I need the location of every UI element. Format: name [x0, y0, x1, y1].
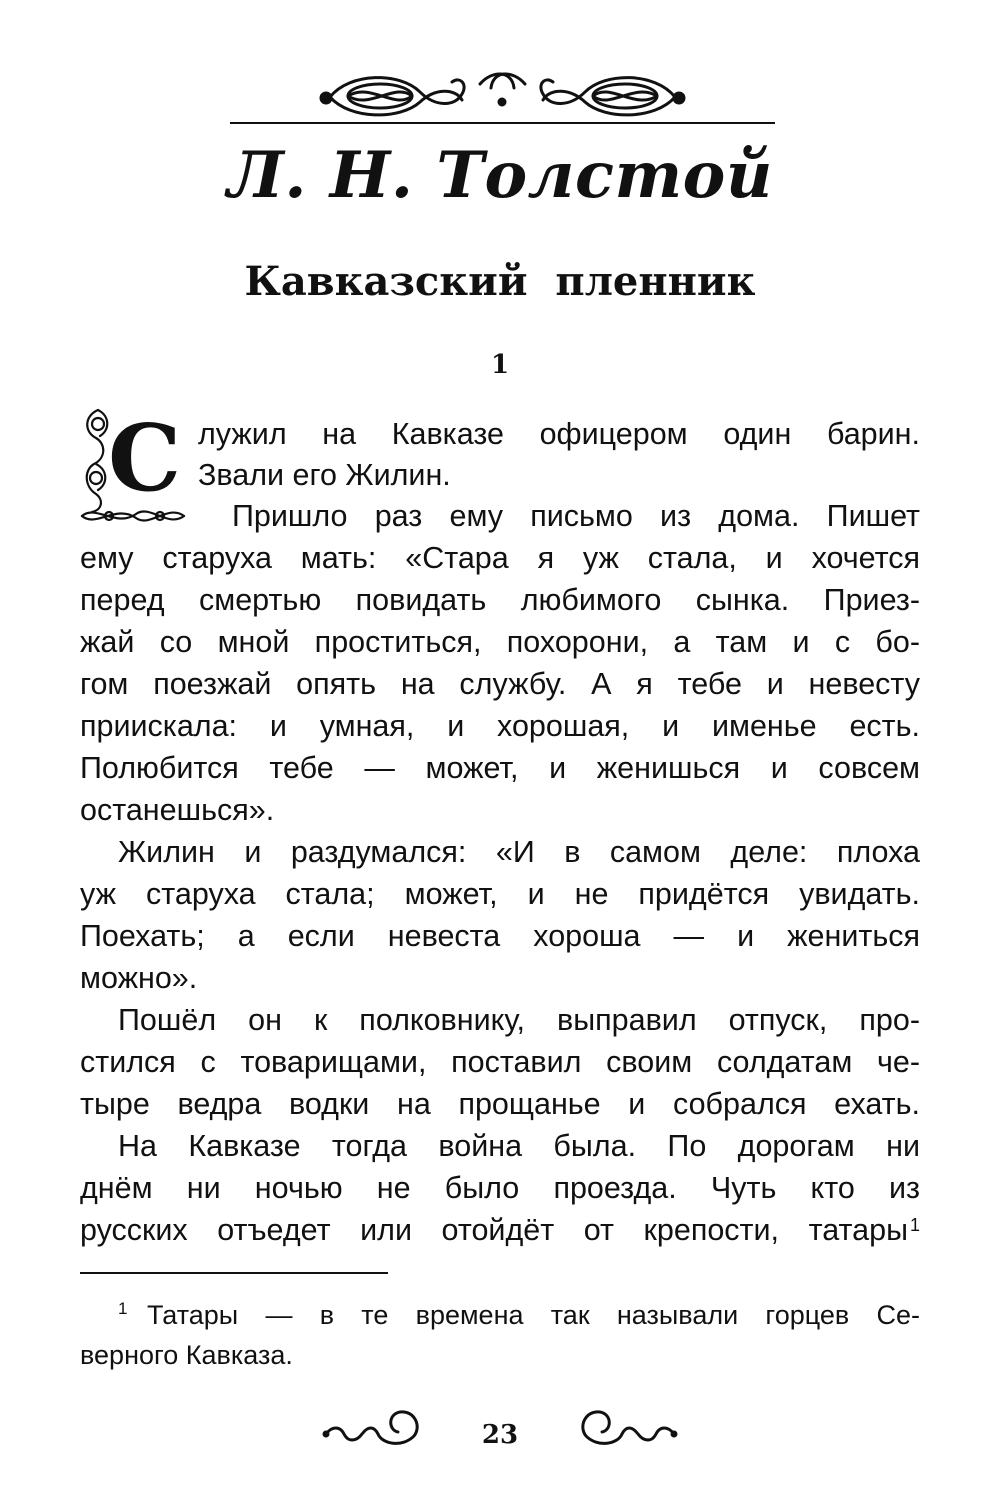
- text-line: Поехать; а если невеста хороша — и жениться: [80, 919, 920, 953]
- story-title: Кавказский пленник: [244, 258, 756, 305]
- flourish-left-icon: [322, 1404, 422, 1454]
- text-line: гом поезжай опять на службу. А я тебе и невесту: [80, 667, 920, 701]
- text-line: днём ни ночью не было проезда. Чуть кто из: [80, 1171, 920, 1205]
- text-line: стился с товарищами, поставил своим солдатам че-: [80, 1045, 920, 1079]
- text-line: перед смертью повидать любимого сынка. Приез-: [80, 583, 920, 617]
- chapter-number: 1: [490, 350, 510, 380]
- text-line: приискала: и умная, и хорошая, и именье есть.: [80, 709, 920, 743]
- text-line: Пришло раз ему письмо из дома. Пишет: [232, 499, 920, 533]
- text-line: уж старуха стала; может, и не придётся увидать.: [80, 877, 920, 911]
- text-line: ему старуха мать: «Стара я уж стала, и хочется: [80, 541, 920, 575]
- page-number: 23: [481, 1420, 519, 1450]
- drop-cap-letter: С: [108, 404, 182, 512]
- text-line: Звали его Жилин.: [198, 458, 451, 492]
- text-line: останешься».: [80, 793, 275, 827]
- footnote-line: Татары — в те времена так называли горцев Се-: [147, 1300, 920, 1330]
- text-line: жай со мной проститься, похорони, а там и с бо-: [80, 625, 920, 659]
- flourish-right-icon: [578, 1404, 678, 1454]
- footnote-reference: 1: [910, 1215, 921, 1235]
- text-line: Пошёл он к полковнику, выправил отпуск, про-: [118, 1003, 920, 1037]
- footnote-separator: [80, 1272, 388, 1274]
- text-line: тыре ведра водки на прощанье и собрался ехать.: [80, 1087, 920, 1121]
- drop-cap: [76, 404, 188, 528]
- text-line: На Кавказе тогда война была. По дорогам ни: [118, 1129, 920, 1163]
- text-line: Жилин и раздумался: «И в самом деле: плоха: [118, 835, 920, 869]
- text-line: русских отъедет или отойдёт от крепости, татары: [80, 1213, 908, 1247]
- footnote-line: верного Кавказа.: [80, 1340, 293, 1370]
- text-line: Полюбится тебе — может, и женишься и совсем: [80, 751, 920, 785]
- text-line: лужил на Кавказе офицером один барин.: [198, 417, 920, 451]
- footnote-marker: 1: [118, 1299, 128, 1318]
- author-name: Л. Н. Толстой: [227, 138, 773, 213]
- text-line: можно».: [80, 961, 198, 995]
- flourish-ornament-icon: [230, 62, 775, 132]
